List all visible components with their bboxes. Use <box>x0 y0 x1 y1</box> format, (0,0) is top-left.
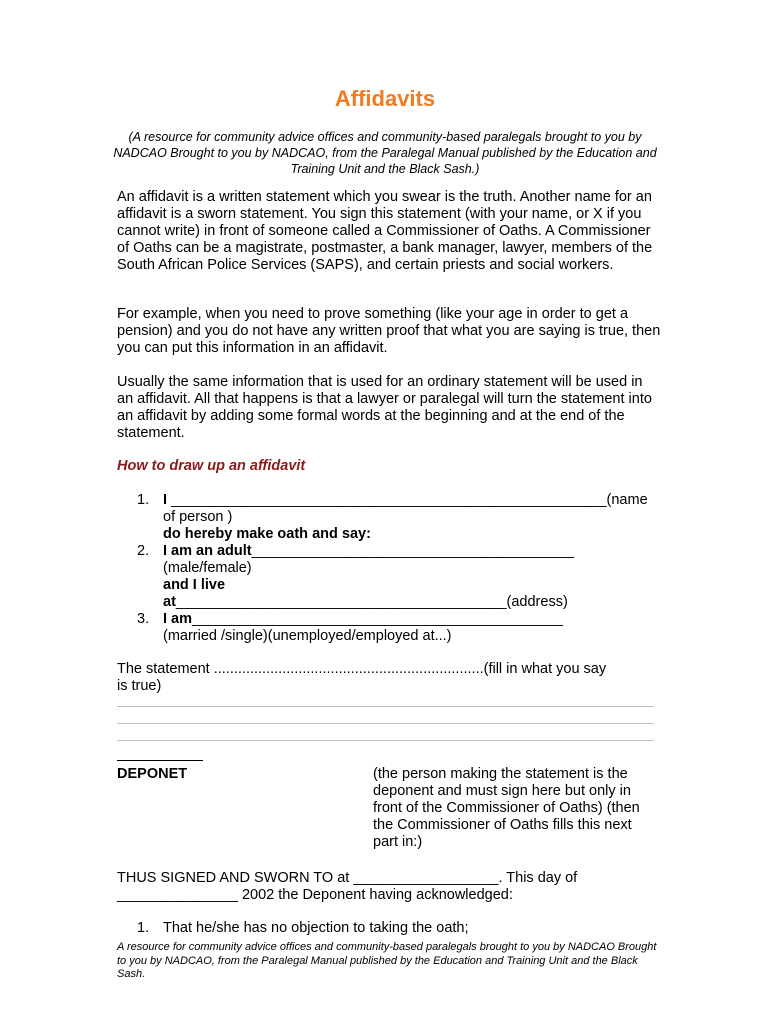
form-live-label: and I live <box>163 577 226 593</box>
form-sex-hint: (male/female) <box>163 560 252 576</box>
form-line-adult <box>163 543 574 560</box>
sworn-line: THUS SIGNED AND SWORN TO at __________________. This day of <box>117 870 578 886</box>
status-blank: ______________________________________________ <box>192 611 563 627</box>
form-i-am-label: I am <box>163 611 193 627</box>
intro-paragraph: An affidavit is a written statement which you swear is the truth. Another name for an affidavit is a sworn statement. You sign this statement (with your name, or X if you cannot write) in front of someone called a Commissioner of Oaths. A Commissioner of Oaths can be a magistrate, postmaster, a bank manager, lawyer, members of the South African Police Services (SAPS), and certain priests and social workers. <box>117 189 653 273</box>
form-line-status <box>163 611 563 628</box>
adult-blank: ________________________________________ <box>251 543 575 559</box>
form-i-label: I <box>163 492 168 508</box>
name-blank: ______________________________________________________(name <box>167 492 648 508</box>
form-adult-label: I am an adult <box>163 543 252 559</box>
statement-rule-3 <box>117 740 654 741</box>
page-title: Affidavits <box>334 86 436 111</box>
form-line-address <box>163 594 568 611</box>
form-line-name <box>163 492 648 509</box>
item-number-3: 3. <box>137 611 150 627</box>
statement-rule-2 <box>117 723 654 724</box>
form-oath-line: do hereby make oath and say: <box>163 526 371 542</box>
form-name-hint: of person ) <box>163 509 233 525</box>
ack-item: That he/she has no objection to taking the oath; <box>163 920 469 936</box>
process-paragraph: Usually the same information that is used for an ordinary statement will be used in an affidavit. All that happens is that a lawyer or paralegal will turn the statement into an affidavit by adding some formal words at the beginning and at the end of the statement. <box>117 374 652 441</box>
item-number-1: 1. <box>137 492 150 508</box>
statement-rule-1 <box>117 706 654 707</box>
example-paragraph: For example, when you need to prove something (like your age in order to get a pension) and you do not have any written proof that what you are saying is true, then you can put this information in an affidavit. <box>117 306 661 356</box>
form-status-hint: (married /single)(unemployed/employed at...) <box>163 628 452 644</box>
address-blank: _________________________________________(address) <box>175 594 568 610</box>
section-heading: How to draw up an affidavit <box>117 458 306 474</box>
item-number-2: 2. <box>137 543 150 559</box>
ack-number-1: 1. <box>137 920 150 936</box>
form-at-label: at <box>163 594 176 610</box>
statement-line: The statement ...................................................................(fill in what you say <box>117 661 607 677</box>
statement-line-cont: is true) <box>117 678 162 694</box>
page-footer: A resource for community advice offices and community-based paralegals brought to you by NADCAO Brought to you by NADCAO, from the Paralegal Manual published by the Education and Training Unit and the Black Sash. <box>117 941 657 980</box>
sworn-line-cont: _______________ 2002 the Deponent having acknowledged: <box>117 887 513 903</box>
subtitle: (A resource for community advice offices and community-based paralegals brought to you by NADCAO Brought to you by NADCAO, from the Paralegal Manual published by the Education and Training Unit and the Black Sash.) <box>113 130 657 176</box>
signature-line <box>117 760 203 761</box>
deponent-explanation: (the person making the statement is the deponent and must sign here but only in front of the Commissioner of Oaths) (then the Commissioner of Oaths fills this next part in:) <box>373 766 640 850</box>
deponent-label: DEPONET <box>117 766 188 782</box>
